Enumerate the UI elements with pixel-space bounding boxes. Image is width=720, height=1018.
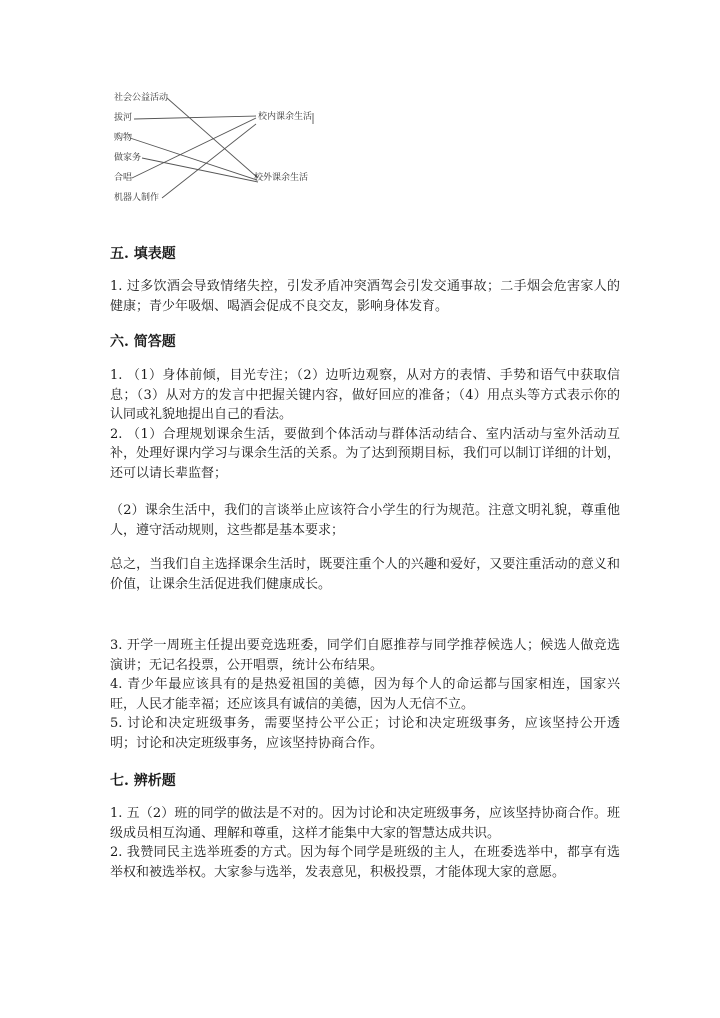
matching-lines: [0, 0, 720, 230]
answer-paragraph: 4. 青少年最应该具有的是热爱祖国的美德，因为每个人的命运都与国家相连，国家兴旺，人民才能幸福；还应该具有诚信的美德，因为人无信不立。: [110, 677, 620, 712]
match-left-item: 合唱: [114, 173, 133, 183]
section-title: 七. 辨析题: [110, 773, 176, 789]
answer-paragraph: 1. 过多饮酒会导致情绪失控，引发矛盾冲突酒驾会引发交通事故；二手烟会危害家人的健康；青少年吸烟、喝酒会促成不良交友，影响身体发育。: [110, 279, 620, 314]
match-line: [134, 116, 256, 119]
match-right-item: 校外课余生活: [254, 173, 309, 183]
section-title: 五. 填表题: [110, 246, 176, 262]
match-right-item: 校内课余生活: [258, 112, 313, 122]
match-left-item: 拔河: [114, 113, 133, 123]
answer-paragraph: 1. 五（2）班的同学的做法是不对的。因为讨论和决定班级事务，应该坚持协商合作。班级成员相互沟通、理解和尊重，这样才能集中大家的智慧达成共识。: [110, 806, 620, 841]
answer-paragraph: 1. （1）身体前倾，目光专注；（2）边听边观察，从对方的表情、手势和语气中获取信息；（3）从对方的发言中把握关键内容，做好回应的准备；（4）用点头等方式表示你的认同或礼貌地提出自己的看法。: [110, 368, 620, 422]
answer-block: [110, 804, 620, 882]
answer-paragraph: 2. （1）合理规划课余生活，要做到个体活动与群体活动结合、室内活动与室外活动互补，处理好课内学习与课余生活的关系。为了达到预期目标，我们可以制订详细的计划，还可以请长辈监督；: [110, 426, 620, 481]
answer-block: [110, 636, 620, 753]
answer-paragraph: 5. 讨论和决定班级事务，需要坚持公平公正；讨论和决定班级事务，应该坚持公开透明；讨论和决定班级事务，应该坚持协商合作。: [110, 716, 620, 751]
answer-paragraph: 2. 我赞同民主选举班委的方式。因为每个同学是班级的主人，在班委选举中，都享有选举权和被选举权。大家参与选举，发表意见，积极投票，才能体现大家的意愿。: [110, 845, 620, 880]
match-left-item: 机器人制作: [114, 193, 160, 203]
answer-paragraph: 总之，当我们自主选择课余生活时，既要注重个人的兴趣和爱好，又要注重活动的意义和价值，让课余生活促进我们健康成长。: [110, 557, 620, 592]
section-title: 六. 简答题: [110, 334, 176, 350]
match-left-item: 社会公益活动: [114, 93, 169, 103]
answer-paragraph: （2）课余生活中，我们的言谈举止应该符合小学生的行为规范。注意文明礼貌，尊重他人，遵守活动规则，这些都是基本要求；: [110, 503, 620, 538]
matching-diagram: [0, 0, 720, 230]
match-left-item: 购物: [114, 133, 133, 143]
answer-block: [110, 366, 620, 483]
answer-paragraph: 3. 开学一周班主任提出要竞选班委，同学们自愿推荐与同学推荐候选人；候选人做竞选演讲；无记名投票，公开唱票，统计公布结果。: [110, 638, 620, 673]
match-left-item: 做家务: [114, 153, 142, 163]
